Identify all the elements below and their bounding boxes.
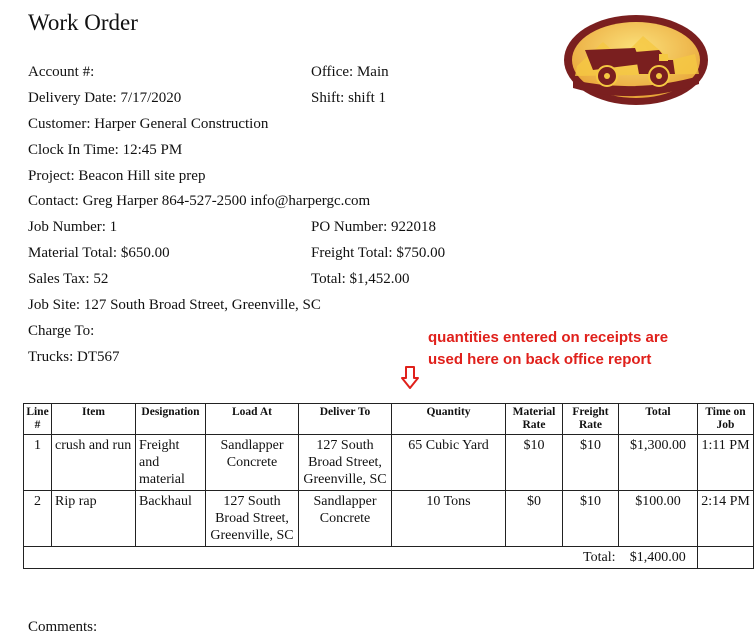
customer-field: Customer: Harper General Construction: [28, 116, 269, 132]
cell-load-at: Sandlapper Concrete: [206, 435, 299, 491]
line-items-table: [23, 403, 754, 569]
cell-quantity: 65 Cubic Yard: [392, 435, 506, 491]
cell-item: Rip rap: [52, 491, 136, 547]
table-row: [24, 435, 754, 491]
cell-time-on-job: 2:14 PM: [698, 491, 754, 547]
header-item: Item: [52, 404, 136, 435]
header-designation: Designation: [136, 404, 206, 435]
clock-in-field: Clock In Time: 12:45 PM: [28, 142, 183, 158]
table-total-label: Total:: [24, 547, 619, 569]
header-line: Line #: [24, 404, 52, 435]
cell-load-at: 127 South Broad Street, Greenville, SC: [206, 491, 299, 547]
office-field: Office: Main: [311, 64, 389, 80]
header-material-rate: Material Rate: [506, 404, 563, 435]
dump-truck-icon: [563, 14, 709, 106]
cell-freight-rate: $10: [563, 435, 619, 491]
table-total-empty: [698, 547, 754, 569]
cell-total: $100.00: [619, 491, 698, 547]
sales-tax-field: Sales Tax: 52: [28, 271, 109, 287]
trucks-field: Trucks: DT567: [28, 349, 120, 365]
table-header-row: [24, 404, 754, 435]
cell-time-on-job: 1:11 PM: [698, 435, 754, 491]
shift-field: Shift: shift 1: [311, 90, 387, 106]
page-title: Work Order: [28, 10, 138, 35]
cell-line: 1: [24, 435, 52, 491]
delivery-date-field: Delivery Date: 7/17/2020: [28, 90, 182, 106]
account-field: Account #:: [28, 64, 95, 80]
annotation-line-1: quantities entered on receipts are: [428, 329, 669, 346]
cell-designation: Freight and material: [136, 435, 206, 491]
table-total-value: $1,400.00: [619, 547, 698, 569]
project-field: Project: Beacon Hill site prep: [28, 168, 206, 184]
header-time-on-job: Time on Job: [698, 404, 754, 435]
header-deliver-to: Deliver To: [299, 404, 392, 435]
cell-material-rate: $10: [506, 435, 563, 491]
comments-label: Comments:: [28, 619, 98, 635]
header-freight-rate: Freight Rate: [563, 404, 619, 435]
cell-deliver-to: Sandlapper Concrete: [299, 491, 392, 547]
annotation-line-2: used here on back office report: [428, 351, 652, 368]
table-row: [24, 491, 754, 547]
cell-line: 2: [24, 491, 52, 547]
cell-deliver-to: 127 South Broad Street, Greenville, SC: [299, 435, 392, 491]
cell-designation: Backhaul: [136, 491, 206, 547]
job-number-field: Job Number: 1: [28, 219, 118, 235]
cell-material-rate: $0: [506, 491, 563, 547]
arrow-down-icon: [400, 365, 420, 391]
header-load-at: Load At: [206, 404, 299, 435]
charge-to-field: Charge To:: [28, 323, 95, 339]
job-site-field: Job Site: 127 South Broad Street, Greenville, SC: [28, 297, 321, 313]
po-number-field: PO Number: 922018: [311, 219, 436, 235]
material-total-field: Material Total: $650.00: [28, 245, 170, 261]
freight-total-field: Freight Total: $750.00: [311, 245, 446, 261]
header-quantity: Quantity: [392, 404, 506, 435]
cell-total: $1,300.00: [619, 435, 698, 491]
header-total: Total: [619, 404, 698, 435]
table-total-row: [24, 547, 754, 569]
cell-freight-rate: $10: [563, 491, 619, 547]
cell-item: crush and run: [52, 435, 136, 491]
cell-quantity: 10 Tons: [392, 491, 506, 547]
total-field: Total: $1,452.00: [311, 271, 410, 287]
contact-field: Contact: Greg Harper 864-527-2500 info@harpergc.com: [28, 193, 371, 209]
